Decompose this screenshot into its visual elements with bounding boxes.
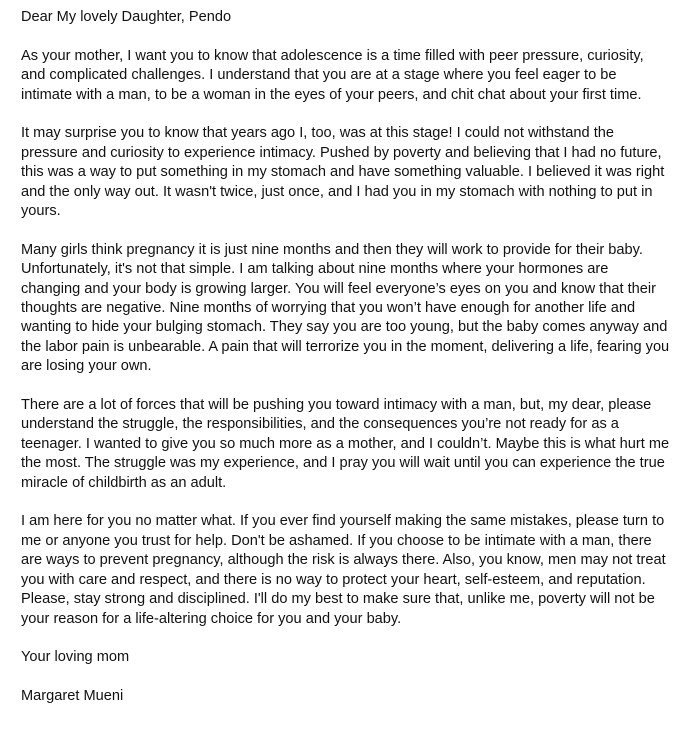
letter-paragraph-5: I am here for you no matter what. If you ever find yourself making the same mistakes, please turn to me or anyone you trust for help. Don't be ashamed. If you choose to be intimate with a man, there are ways to prevent pregnancy, although the risk is always there. Also, you know, men may not treat you with care and respect, and there is no way to protect your heart, self-esteem, and reputation. Please, stay strong and disciplined. I'll do my best to make sure that, unlike me, poverty will not be your reason for a life-altering choice for you and your baby. xyxy=(21,513,666,627)
letter-paragraph-3: Many girls think pregnancy it is just nine months and then they will work to provide for their baby. Unfortunately, it's not that simple. I am talking about nine months where your hormones are changing and your body is growing larger. You will feel everyone’s eyes on you and know that their thoughts are negative. Nine months of worrying that you won’t have enough for another life and wanting to hide your bulging stomach. They say you are too young, but the baby comes anyway and the labor pain is unbearable. A pain that will terrorize you in the moment, delivering a life, fearing you are losing your own. xyxy=(21,241,670,375)
letter-document xyxy=(21,8,671,726)
letter-paragraph-2: It may surprise you to know that years ago I, too, was at this stage! I could not withstand the pressure and curiosity to experience intimacy. Pushed by poverty and believing that I had no future, this was a way to put something in my stomach and have something valuable. I believed it was right and the only way out. It wasn't twice, just once, and I had you in my stomach with nothing to put in yours. xyxy=(21,125,665,220)
letter-paragraph-4: There are a lot of forces that will be pushing you toward intimacy with a man, but, my dear, please understand the struggle, the responsibilities, and the consequences you’re not ready for as a teenager. I wanted to give you so much more as a mother, and I couldn’t. Maybe this is what hurt me the most. The struggle was my experience, and I pray you will wait until you can experience the true miracle of childbirth as an adult. xyxy=(21,397,670,491)
letter-closing: Your loving mom xyxy=(21,649,130,666)
letter-signature: Margaret Mueni xyxy=(21,688,124,705)
letter-greeting: Dear My lovely Daughter, Pendo xyxy=(21,9,232,25)
letter-paragraph-1: As your mother, I want you to know that adolescence is a time filled with peer pressure, curiosity, and complicated challenges. I understand that you are at a stage where you feel eager to be intimate with a man, to be a woman in the eyes of your peers, and chit chat about your first time. xyxy=(21,47,644,103)
